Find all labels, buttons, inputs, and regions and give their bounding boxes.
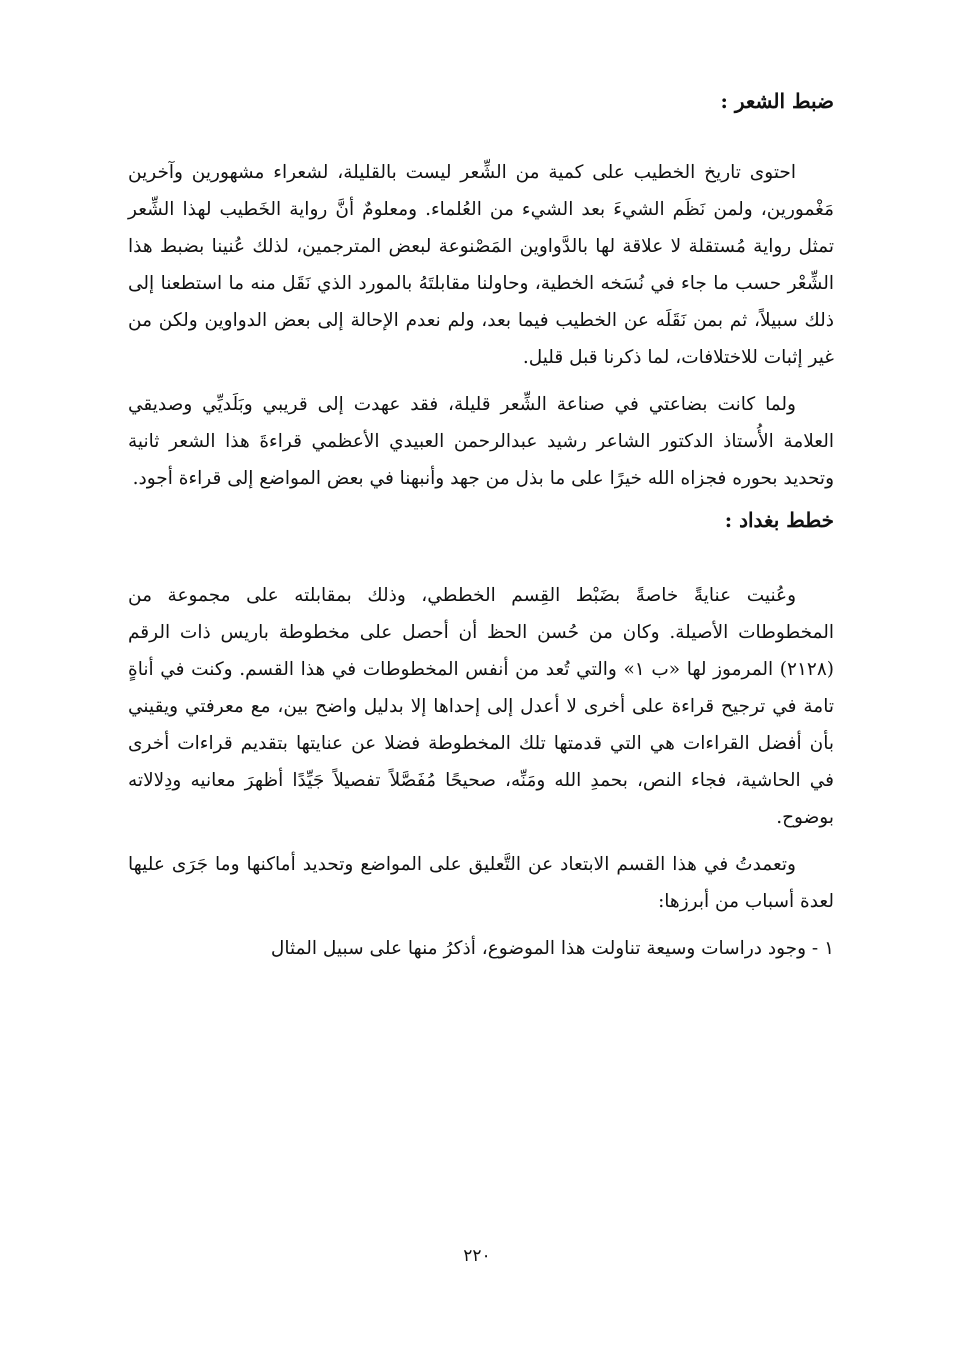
paragraph-baghdad-3: ١ - وجود دراسات وسيعة تناولت هذا الموضوع، أذكرُ منها على سبيل المثال — [270, 938, 834, 959]
section-heading-baghdad: خطط بغداد : — [724, 508, 834, 532]
paragraph-baghdad-1: وعُنيت عنايةً خاصةً بضَبْط القِسم الخططي، وذلك بمقابلته على مجموعة من المخطوطات الأصيلة. وكان من حُسن الحظ أن أحصل على مخطوطة باريس ذات الرقم (٢١٢٨) المرموز لها «ب ١» والتي تُعد من أنفس المخطوطات في هذا القسم. وكنت في أناةٍ تامة في ترجيح قراءة على أخرى لا أعدل إلى إحداها إلا بدليل واضح بين، مع معرفتي ويقيني بأن أفضل القراءات هي التي قدمتها تلك المخطوطة فضلا عن عنايتها بتقديم قراءات أخرى في الحاشية، فجاء النص، بحمدِ الله ومَنِّه، صحيحًا مُفَصَّلاً تفصيلاً جَيِّدًا أظهرَ معانيه ودِلالاته بوضوح. — [128, 585, 834, 828]
page-number: ٢٢٠ — [463, 1246, 491, 1266]
section-heading-poetry: ضبط الشعر : — [720, 89, 834, 113]
paragraph-poetry-1: احتوى تاريخ الخطيب على كمية من الشِّعر ليست بالقليلة، لشعراء مشهورين وآخرين مَغْمورين، ولمن نَظَم الشيءَ بعد الشيء من العُلماء. ومعلومٌ أنَّ رواية الخَطيب لهذا الشِّعر تمثل رواية مُستقلة لا علاقة لها بالدَّواوين المَصْنوعة لبعض المترجمين، لذلك عُنينا بضبط هذا الشِّعْر حسب ما جاء في نُسَخه الخطية، وحاولنا مقابلتَهُ بالمورد الذي نَقَل منه ما استطعنا إلى ذلك سبيلاً، ثم بمن نَقَلَه عن الخطيب فيما بعد، ولم نعدم الإحالة إلى بعض الدواوين ولكن من غير إثبات للاختلافات، لما ذكرنا قبل قليل. — [128, 162, 834, 368]
paragraph-poetry-2: ولما كانت بضاعتي في صناعة الشِّعر قليلة، فقد عهدت إلى قريبي وبَلَديِّي وصديقي العلامة الأُستاذ الدكتور الشاعر رشيد عبدالرحمن العبيدي الأعظمي قراءةَ هذا الشعر ثانية وتحديد بحوره فجزاه الله خيرًا على ما بذل من جهد وأنبهنا في بعض المواضع إلى قراءة أجود. — [128, 394, 834, 489]
text-block — [128, 78, 834, 967]
paragraph-baghdad-2: وتعمدتُ في هذا القسم الابتعاد عن التَّعليق على المواضع وتحديد أماكنها وما جَرَى عليها لعدة أسباب من أبرزها: — [128, 854, 834, 912]
